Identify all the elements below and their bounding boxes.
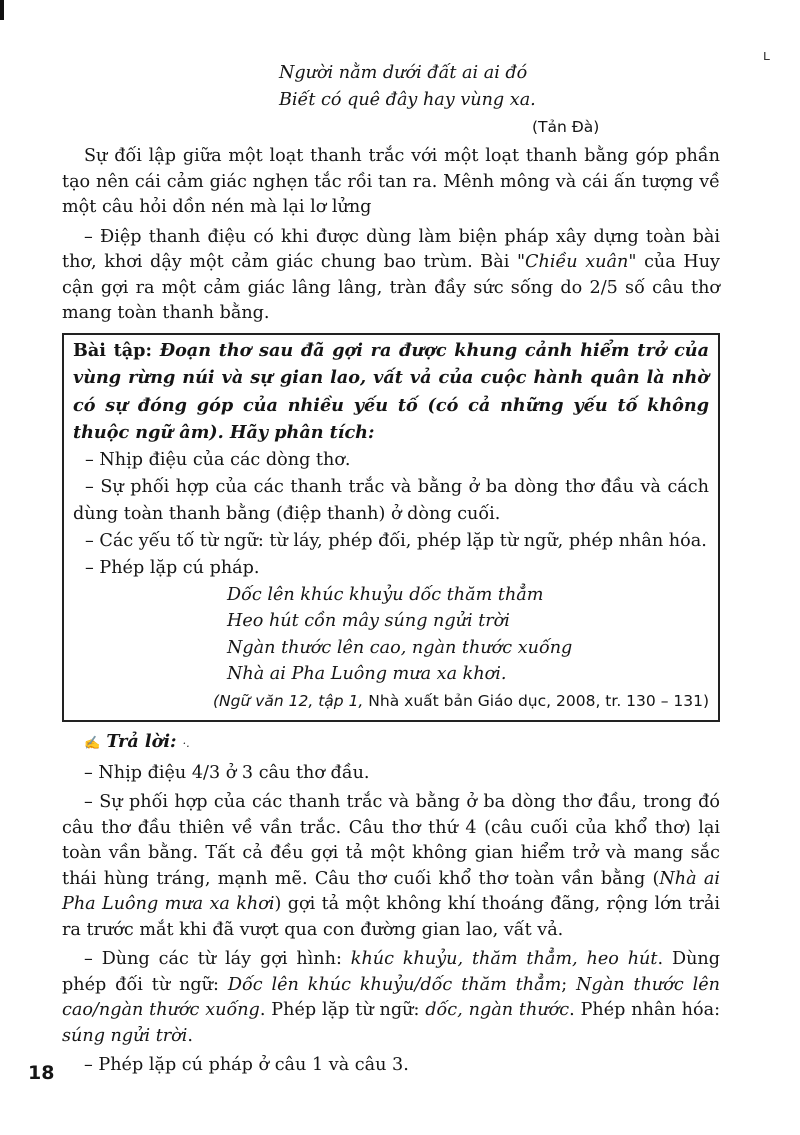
poem-source: (Tản Đà) [532,118,600,136]
paragraph: – Nhịp điệu 4/3 ở 3 câu thơ đầu. [84,762,370,783]
exercise-item: – Phép lặp cú pháp. [85,557,260,578]
poem-line: Người nằm dưới đất ai ai đó [279,63,528,83]
poem-line: Nhà ai Pha Luông mưa xa khơi. [227,664,507,684]
poem-title: "Chiều xuân" [516,252,637,272]
pencil-icon: ✍ [84,735,101,751]
exercise-box [62,333,720,722]
paragraph: – Phép lặp cú pháp ở câu 1 và câu 3. [84,1055,409,1075]
scan-corner-tick: ʟ [762,48,770,64]
exercise-source: (Ngữ văn 12, tập 1, Nhà xuất bản Giáo dục, 2008, tr. 130 – 131) [213,691,709,710]
exercise-label: Bài tập: [73,339,152,361]
poem-line: Ngàn thước lên cao, ngàn thước xuống [227,637,573,658]
exercise-prompt: Bài tập: Đoạn thơ sau đã gợi ra được khung cảnh hiểm trở của vùng rừng núi và sự gian lao, vất vả của cuộc hành quân là nhờ có sự đóng góp của nhiều yếu tố (có cả những yếu tố không thuộc ngữ âm). Hãy phân tích: [73,339,709,443]
exercise-item: – Nhịp điệu của các dòng thơ. [85,449,351,470]
paragraph: – Điệp thanh điệu có khi được dùng làm biện pháp xây dựng toàn bài thơ, khơi dậy một cảm giác chung bao trùm. Bài "Chiều xuân" của Huy cận gợi ra một cảm giác lâng lâng, tràn đầy sức sống do 2/5 số câu thơ mang toàn thanh bằng. [62,226,720,323]
poem-line: Heo hút cồn mây súng ngửi trời [227,611,510,631]
scan-corner-mark [0,0,4,20]
answer-heading: ✍ Trả lời: ·. [84,730,190,752]
page-number: 18 [28,1062,55,1084]
exercise-item: – Sự phối hợp của các thanh trắc và bằng ở ba dòng thơ đầu và cách dùng toàn thanh bằng (điệp thanh) ở dòng cuối. [73,476,709,524]
poem-line: Biết có quê đây hay vùng xa. [279,90,536,110]
paragraph: – Dùng các từ láy gợi hình: khúc khuỷu, thăm thẳm, heo hút. Dùng phép đối từ ngữ: Dốc lên khúc khuỷu/dốc thăm thẳm; Ngàn thước lên cao/ngàn thước xuống. Phép lặp từ ngữ: dốc, ngàn thước. Phép nhân hóa: súng ngửi trời. [62,949,721,1046]
poem-line: Dốc lên khúc khuỷu dốc thăm thẳm [227,584,544,605]
paragraph: Sự đối lập giữa một loạt thanh trắc với một loạt thanh bằng góp phần tạo nên cái cảm giác nghẹn tắc rồi tan ra. Mênh mông và cái ấn tượng về một câu hỏi dồn nén mà lại lơ lửng [62,146,720,217]
paragraph: – Sự phối hợp của các thanh trắc và bằng ở ba dòng thơ đầu, trong đó câu thơ đầu thiên về vần trắc. Câu thơ thứ 4 (câu cuối của khổ thơ) lại toàn vần bằng. Tất cả đều gợi tả một không gian hiểm trở và mang sắc thái hùng tráng, mạnh mẽ. Câu thơ cuối khổ thơ toàn vần bằng (Nhà ai Pha Luông mưa xa khơi) gợi tả một không khí thoáng đãng, rộng lớn trải ra trước mắt khi đã vượt qua con đường gian lao, vất vả. [62,792,721,940]
exercise-item: – Các yếu tố từ ngữ: từ láy, phép đối, phép lặp từ ngữ, phép nhân hóa. [85,530,707,551]
page-content [62,60,720,1079]
